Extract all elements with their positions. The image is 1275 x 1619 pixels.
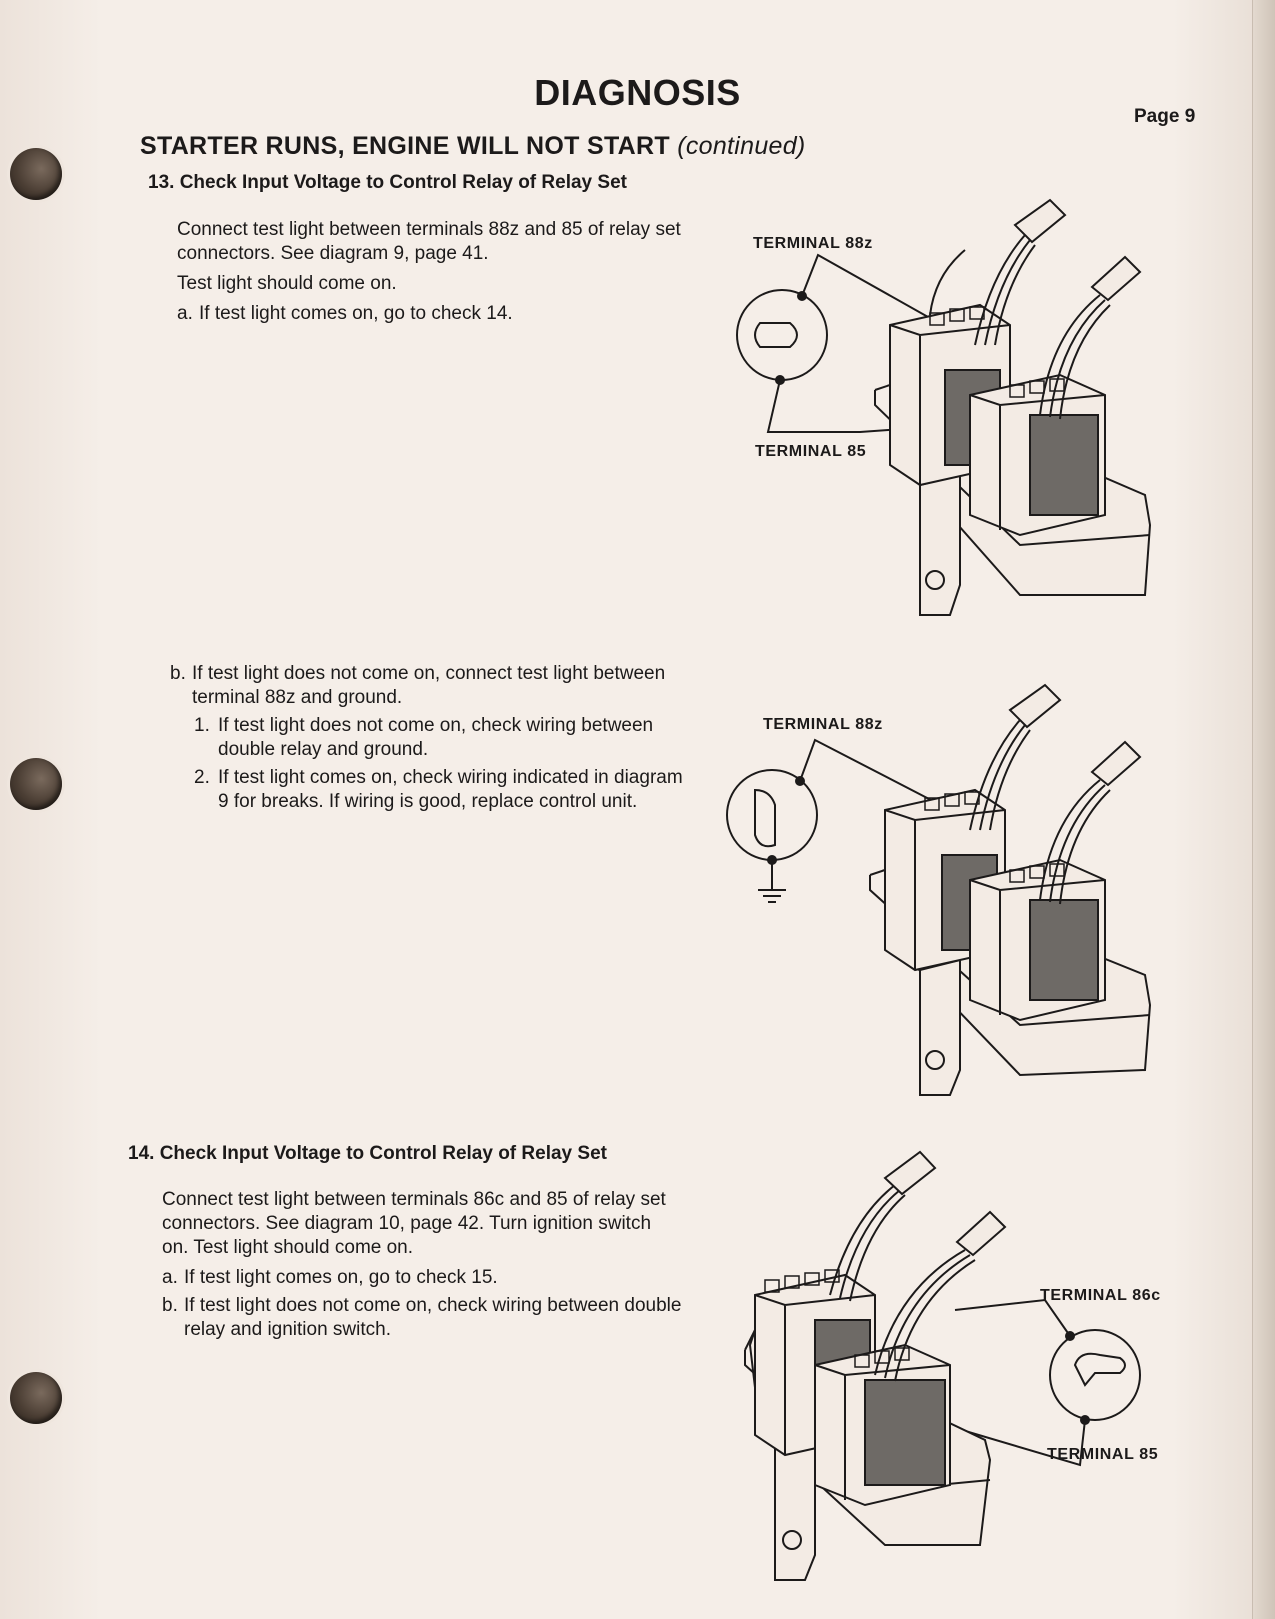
step-marker: b. [162, 1295, 178, 1316]
step-text: If test light comes on, go to check 14. [199, 303, 513, 324]
step-text: If test light does not come on, check wiring between double relay and ignition switch. [184, 1295, 682, 1340]
connector-plug-top [1015, 200, 1065, 242]
mounting-plate [920, 960, 960, 1095]
check-13-step-b [170, 662, 690, 710]
diagram-2-relay-illustration [720, 685, 1170, 1115]
diagram-3-label-terminal-86c: TERMINAL 86c [1040, 1287, 1161, 1304]
connector-plug-right [1092, 742, 1140, 785]
section-suffix: (continued) [677, 132, 806, 160]
check-14-step-a [162, 1266, 682, 1290]
binder-hole-middle [10, 758, 62, 810]
section-title: STARTER RUNS, ENGINE WILL NOT START [140, 132, 670, 160]
binder-hole-top [10, 148, 62, 200]
check-14-body [162, 1188, 682, 1346]
test-light-symbol [1050, 1330, 1140, 1420]
check-13-step-b1 [194, 714, 690, 762]
step-marker: b. [170, 663, 186, 684]
step-text: If test light does not come on, check wiring between double relay and ground. [218, 715, 654, 760]
check-14-step-b [162, 1294, 682, 1342]
section-heading [140, 132, 806, 161]
step-text: If test light does not come on, connect test light between terminal 88z and ground. [192, 663, 666, 708]
diagram-1-label-terminal-88z: TERMINAL 88z [753, 235, 873, 252]
connector-plug-right [957, 1212, 1005, 1255]
check-13-expected: Test light should come on. [177, 273, 397, 294]
connector-plug-right [1092, 257, 1140, 300]
step-text: If test light comes on, check wiring indicated in diagram 9 for breaks. If wiring is good, replace control unit. [218, 767, 683, 812]
check-14-instruction: Connect test light between terminals 86c and 85 of relay set connectors. See diagram 10, page 42. Turn ignition switch on. Test light should come on. [162, 1189, 666, 1258]
check-13-step-a [177, 302, 697, 326]
diagram-3-relay-illustration [735, 1160, 1185, 1600]
step-marker: a. [177, 303, 193, 324]
diagram-2-label-terminal-88z: TERMINAL 88z [763, 716, 883, 733]
leader-86c [955, 1300, 1070, 1336]
test-light-symbol [737, 290, 827, 380]
check-13-body [177, 218, 697, 330]
mounting-plate [920, 475, 960, 615]
check-13-instruction: Connect test light between terminals 88z and 85 of relay set connectors. See diagram 9, page 41. [177, 219, 681, 264]
connector-plug-top [1010, 685, 1060, 727]
check-13-step-b2 [194, 766, 690, 814]
step-text: If test light comes on, go to check 15. [184, 1267, 498, 1288]
step-marker: a. [162, 1267, 178, 1288]
check-14-heading: 14. Check Input Voltage to Control Relay of Relay Set [128, 1143, 607, 1164]
page-title: DIAGNOSIS [534, 72, 741, 113]
check-13-continued [170, 660, 690, 818]
step-marker: 1. [194, 715, 210, 736]
diagram-3-label-terminal-85: TERMINAL 85 [1047, 1446, 1159, 1463]
binder-hole-bottom [10, 1372, 62, 1424]
diagram-1-label-terminal-85: TERMINAL 85 [755, 443, 867, 460]
diagram-1-relay-illustration [720, 195, 1170, 645]
ground-symbol [758, 890, 786, 902]
check-13-heading: 13. Check Input Voltage to Control Relay of Relay Set [148, 172, 627, 193]
page-number: Page 9 [1134, 106, 1196, 127]
step-marker: 2. [194, 767, 210, 788]
page-edge [1252, 0, 1275, 1619]
